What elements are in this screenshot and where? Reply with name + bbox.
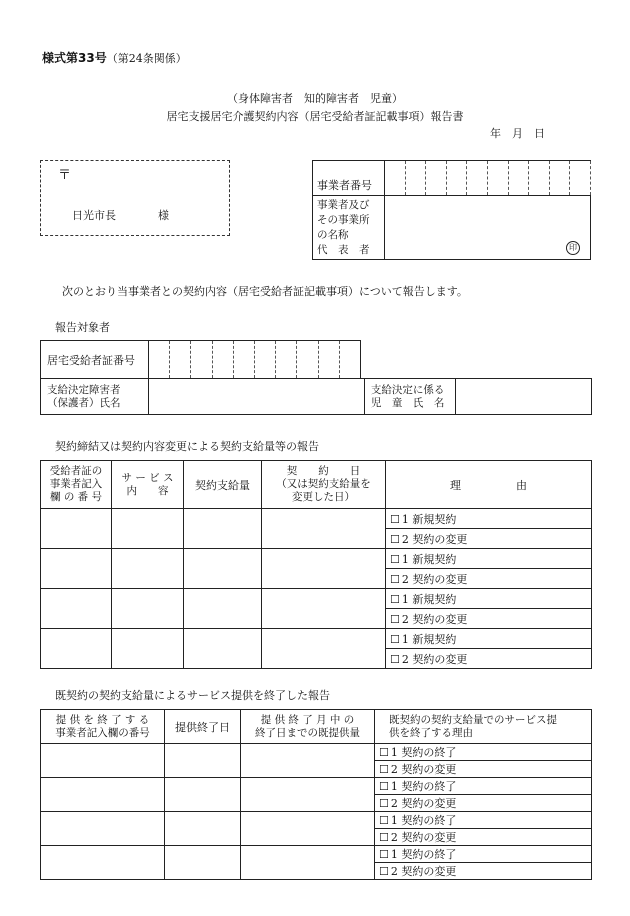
term-option-end[interactable]: ☐ 1 契約の終了 xyxy=(375,812,592,829)
checkbox-icon[interactable]: ☐ xyxy=(390,592,400,606)
contract-cell[interactable] xyxy=(41,549,112,589)
child-name-field[interactable] xyxy=(455,379,591,415)
target-table xyxy=(40,340,592,415)
term-cell[interactable] xyxy=(41,812,165,846)
business-number-digit[interactable] xyxy=(529,161,550,196)
contract-cell[interactable] xyxy=(41,509,112,549)
contract-col-reason: 理 由 xyxy=(386,461,592,509)
date-field[interactable]: 年 月 日 xyxy=(490,127,545,140)
business-number-digit[interactable] xyxy=(467,161,488,196)
term-cell[interactable] xyxy=(165,778,241,812)
checkbox-icon[interactable]: ☐ xyxy=(390,532,400,546)
business-name-field[interactable] xyxy=(385,196,591,260)
term-cell[interactable] xyxy=(165,812,241,846)
contract-cell[interactable] xyxy=(112,589,184,629)
term-option-change[interactable]: ☐ 2 契約の変更 xyxy=(375,863,592,880)
reason-option-change[interactable]: ☐ 2 契約の変更 xyxy=(386,529,592,549)
contract-col-service: サ ー ビ ス 内 容 xyxy=(112,461,184,509)
checkbox-icon[interactable]: ☐ xyxy=(379,780,389,793)
reason-option-new[interactable]: ☐ 1 新規契約 xyxy=(386,589,592,609)
business-number-digit[interactable] xyxy=(487,161,508,196)
cert-number-digit[interactable] xyxy=(233,341,254,379)
honorific: 様 xyxy=(158,209,169,222)
term-cell[interactable] xyxy=(165,744,241,778)
checkbox-icon[interactable]: ☐ xyxy=(390,552,400,566)
term-col-number: 提 供 を 終 了 す る 事業者記入欄の番号 xyxy=(41,710,165,744)
cert-number-digit[interactable] xyxy=(149,341,170,379)
business-number-label: 事業者番号 xyxy=(313,161,385,196)
form-ref: （第24条関係） xyxy=(106,52,187,65)
checkbox-icon[interactable]: ☐ xyxy=(379,848,389,861)
contract-heading: 契約締結又は契約内容変更による契約支給量等の報告 xyxy=(55,440,319,453)
contract-table xyxy=(40,460,592,669)
document-title: 居宅支援居宅介護契約内容（居宅受給者証記載事項）報告書 xyxy=(166,110,464,123)
contract-cell[interactable] xyxy=(262,549,386,589)
term-option-end[interactable]: ☐ 1 契約の終了 xyxy=(375,778,592,795)
business-number-digit[interactable] xyxy=(508,161,529,196)
child-name-label: 支給決定に係る 児 童 氏 名 xyxy=(364,379,455,415)
term-cell[interactable] xyxy=(41,778,165,812)
business-number-digit[interactable] xyxy=(570,161,591,196)
checkbox-icon[interactable]: ☐ xyxy=(379,865,389,878)
checkbox-icon[interactable]: ☐ xyxy=(390,652,400,666)
reason-option-new[interactable]: ☐ 1 新規契約 xyxy=(386,629,592,649)
business-number-digit[interactable] xyxy=(426,161,447,196)
cert-number-digit[interactable] xyxy=(254,341,275,379)
contract-cell[interactable] xyxy=(262,589,386,629)
contract-cell[interactable] xyxy=(41,629,112,669)
term-cell[interactable] xyxy=(241,812,375,846)
checkbox-icon[interactable]: ☐ xyxy=(390,512,400,526)
term-option-change[interactable]: ☐ 2 契約の変更 xyxy=(375,795,592,812)
term-col-provided: 提 供 終 了 月 中 の 終了日までの既提供量 xyxy=(241,710,375,744)
contract-cell[interactable] xyxy=(262,629,386,669)
reason-option-change[interactable]: ☐ 2 契約の変更 xyxy=(386,609,592,629)
reason-option-new[interactable]: ☐ 1 新規契約 xyxy=(386,509,592,529)
termination-table xyxy=(40,709,592,880)
term-option-end[interactable]: ☐ 1 契約の終了 xyxy=(375,846,592,863)
cert-number-digit[interactable] xyxy=(297,341,318,379)
term-cell[interactable] xyxy=(241,744,375,778)
form-number: 様式第33号（第24条関係） xyxy=(42,51,187,65)
reason-option-new[interactable]: ☐ 1 新規契約 xyxy=(386,549,592,569)
guardian-name-field[interactable] xyxy=(149,379,365,415)
contract-cell[interactable] xyxy=(184,549,262,589)
term-cell[interactable] xyxy=(165,846,241,880)
contract-col-date: 契 約 日 （又は契約支給量を 変更した日） xyxy=(262,461,386,509)
postal-mark: 〒 xyxy=(58,168,72,183)
seal-icon: 印 xyxy=(566,241,580,255)
cert-number-digit[interactable] xyxy=(191,341,212,379)
contract-cell[interactable] xyxy=(262,509,386,549)
contract-cell[interactable] xyxy=(112,509,184,549)
contract-cell[interactable] xyxy=(41,589,112,629)
term-col-reason: 既契約の契約支給量でのサービス提 供を終了する理由 xyxy=(375,710,592,744)
checkbox-icon[interactable]: ☐ xyxy=(379,746,389,759)
checkbox-icon[interactable]: ☐ xyxy=(379,797,389,810)
contract-cell[interactable] xyxy=(184,589,262,629)
business-number-digit[interactable] xyxy=(446,161,467,196)
document-subtitle: （身体障害者 知的障害者 児童） xyxy=(227,92,403,105)
cert-number-digit[interactable] xyxy=(212,341,233,379)
term-cell[interactable] xyxy=(41,846,165,880)
term-col-end-date: 提供終了日 xyxy=(165,710,241,744)
termination-heading: 既契約の契約支給量によるサービス提供を終了した報告 xyxy=(55,689,330,702)
contract-cell[interactable] xyxy=(112,549,184,589)
business-number-digit[interactable] xyxy=(385,161,406,196)
reason-option-change[interactable]: ☐ 2 契約の変更 xyxy=(386,649,592,669)
cert-number-digit[interactable] xyxy=(339,341,360,379)
contract-cell[interactable] xyxy=(112,629,184,669)
term-option-change[interactable]: ☐ 2 契約の変更 xyxy=(375,761,592,778)
cert-number-digit[interactable] xyxy=(318,341,339,379)
business-info-table xyxy=(312,160,591,260)
checkbox-icon[interactable]: ☐ xyxy=(379,814,389,827)
term-option-change[interactable]: ☐ 2 契約の変更 xyxy=(375,829,592,846)
term-cell[interactable] xyxy=(241,778,375,812)
term-cell[interactable] xyxy=(41,744,165,778)
term-cell[interactable] xyxy=(241,846,375,880)
business-number-digit[interactable] xyxy=(549,161,570,196)
contract-col-number: 受給者証の 事業者記入 欄 の 番 号 xyxy=(41,461,112,509)
checkbox-icon[interactable]: ☐ xyxy=(379,831,389,844)
checkbox-icon[interactable]: ☐ xyxy=(390,632,400,646)
cert-number-digit[interactable] xyxy=(170,341,191,379)
guardian-name-label: 支給決定障害者 （保護者）氏名 xyxy=(41,379,149,415)
reason-option-change[interactable]: ☐ 2 契約の変更 xyxy=(386,569,592,589)
term-option-end[interactable]: ☐ 1 契約の終了 xyxy=(375,744,592,761)
cert-number-label: 居宅受給者証番号 xyxy=(41,341,149,379)
business-name-label: 事業者及び その事業所 の名称 代 表 者 xyxy=(313,196,385,260)
checkbox-icon[interactable]: ☐ xyxy=(390,572,400,586)
contract-col-amount: 契約支給量 xyxy=(184,461,262,509)
business-number-digit[interactable] xyxy=(405,161,426,196)
checkbox-icon[interactable]: ☐ xyxy=(390,612,400,626)
recipient-name: 日光市長 様 xyxy=(72,209,169,222)
cert-spacer xyxy=(360,341,591,379)
cert-number-digit[interactable] xyxy=(276,341,297,379)
contract-cell[interactable] xyxy=(184,509,262,549)
contract-cell[interactable] xyxy=(184,629,262,669)
intro-text: 次のとおり当事業者との契約内容（居宅受給者証記載事項）について報告します。 xyxy=(62,285,468,298)
checkbox-icon[interactable]: ☐ xyxy=(379,763,389,776)
target-heading: 報告対象者 xyxy=(55,321,110,334)
